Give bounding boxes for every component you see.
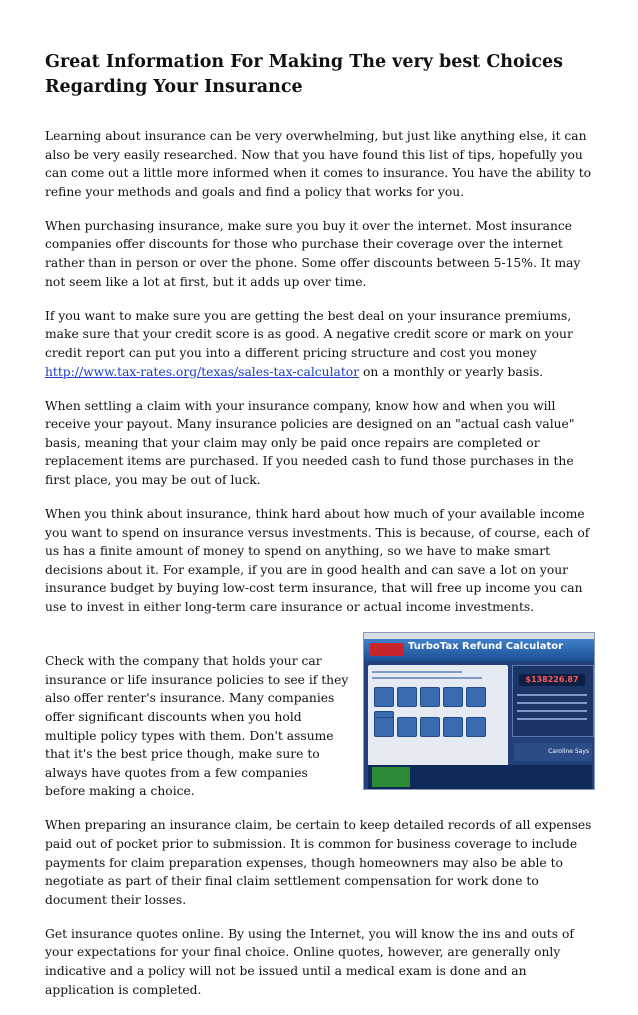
deduction-icons bbox=[374, 717, 504, 739]
panel-line bbox=[372, 677, 482, 679]
caroline-says: Caroline Says bbox=[514, 743, 592, 761]
app-header bbox=[364, 639, 594, 661]
income-icons bbox=[374, 687, 504, 709]
article bbox=[45, 50, 595, 1015]
input-panel bbox=[368, 665, 508, 781]
icon-tile bbox=[466, 687, 486, 707]
paragraph-3-text-b: on a monthly or yearly basis. bbox=[359, 364, 544, 379]
icon-tile bbox=[420, 687, 440, 707]
app-body bbox=[364, 661, 594, 789]
icon-tile bbox=[397, 687, 417, 707]
icon-tile bbox=[443, 717, 463, 737]
paragraph-7: When preparing an insurance claim, be certain to keep detailed records of all expenses paid out of pocket prior to submission. It is common for business coverage to include payments for claim preparation expenses, though homeowners may also be able to negotiate as part of their final claim settlement compensation for work done to document their losses. bbox=[45, 818, 592, 907]
product-box-icon bbox=[372, 767, 410, 787]
panel-line bbox=[372, 671, 462, 673]
app-title: TurboTax Refund Calculator bbox=[408, 641, 564, 653]
icon-tile bbox=[374, 687, 394, 707]
result-line bbox=[517, 694, 587, 696]
icon-tile bbox=[466, 717, 486, 737]
refund-amount: $138226.87 bbox=[519, 674, 585, 686]
icon-tile bbox=[420, 717, 440, 737]
result-line bbox=[517, 702, 587, 704]
results-panel bbox=[512, 665, 594, 737]
paragraph-8: Get insurance quotes online. By using the Internet, you will know the ins and outs of your expectations for your final choice. Online quotes, however, are generally only indicative and a policy will not be issued until a medical exam is done and an application is completed. bbox=[45, 926, 574, 997]
paragraph-4: When settling a claim with your insurance company, know how and when you will receive your payout. Many insurance policies are designed on an "actual cash value" basis, meaning that your claim may only be paid once repairs are completed or replacement items are purchased. If you needed cash to fund those purchases in the first place, you may be out of luck. bbox=[45, 398, 575, 487]
paragraph-3-text-a: If you want to make sure you are getting the best deal on your insurance premiums, make sure that your credit score is as good. A negative credit score or mark on your credit report can put you into a different pricing structure and cost you money bbox=[45, 308, 573, 360]
result-line bbox=[517, 718, 587, 720]
paragraph-5: When you think about insurance, think hard about how much of your available income you want to spend on insurance versus investments. This is because, of course, each of us has a finite amount of money to spend on anything, so we have to make smart decisions about it. For example, if you are in good health and can save a lot on your insurance budget by buying low-cost term insurance, that will free up income you can use to invest in either long-term care insurance or actual income investments. bbox=[45, 507, 590, 615]
icon-tile bbox=[443, 687, 463, 707]
turbotax-logo bbox=[370, 643, 404, 656]
tax-calculator-link[interactable]: http://www.tax-rates.org/texas/sales-tax-calculator bbox=[45, 364, 360, 379]
icon-tile bbox=[374, 717, 394, 737]
image-section bbox=[45, 632, 595, 801]
page-title: Great Information For Making The very best Choices Regarding Your Insurance bbox=[45, 52, 563, 97]
icon-tile bbox=[397, 717, 417, 737]
result-line bbox=[517, 710, 587, 712]
paragraph-3 bbox=[45, 307, 595, 381]
turbotax-screenshot-image bbox=[363, 632, 595, 790]
promo-banner bbox=[368, 765, 592, 789]
paragraph-6: Check with the company that holds your car insurance or life insurance policies to see if they also offer renter's insurance. Many companies offer significant discounts when you hold multiple policy types with them. Don't assume that it's the best price though, make sure to always have quotes from a few companies before making a choice. bbox=[45, 654, 349, 799]
paragraph-2: When purchasing insurance, make sure you buy it over the internet. Most insurance companies offer discounts for those who purchase their coverage over the internet rather than in person or over the phone. Some offer discounts between 5-15%. It may not seem like a lot at first, but it adds up over time. bbox=[45, 218, 581, 289]
paragraph-1: Learning about insurance can be very overwhelming, but just like anything else, it can also be very easily researched. Now that you have found this list of tips, hopefully you can come out a little more informed when it comes to insurance. You have the ability to refine your methods and goals and find a policy that works for you. bbox=[45, 129, 592, 199]
